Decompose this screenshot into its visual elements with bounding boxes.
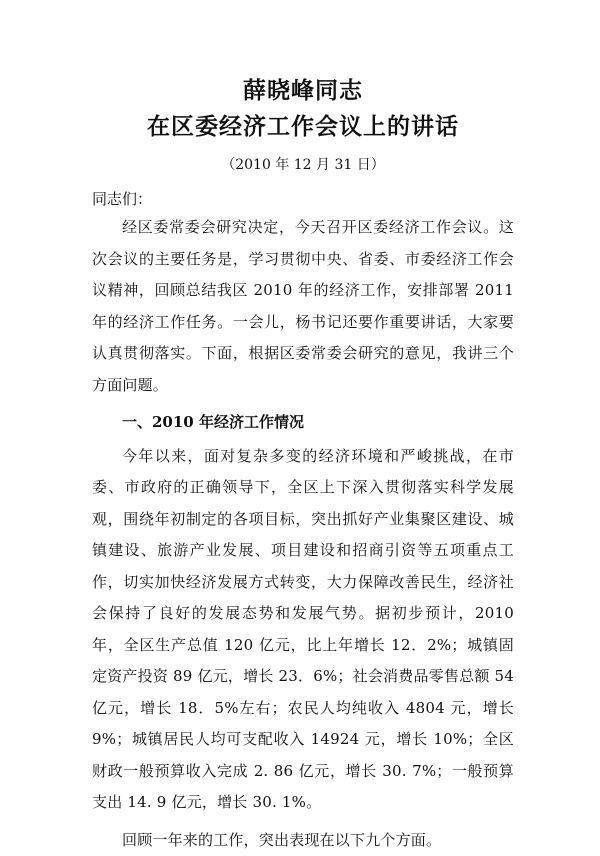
section-heading-2010-review: 一、2010 年经济工作情况 xyxy=(92,407,514,439)
salutation: 同志们： xyxy=(92,188,514,210)
document-date: （2010 年 12 月 31 日） xyxy=(92,154,514,176)
opening-paragraph: 经区委常委会研究决定，今天召开区委经济工作会议。这次会议的主要任务是，学习贯彻中央、省委、市委经济工作会议精神，回顾总结我区 2010 年的经济工作，安排部署 2011 年的经济工作任务。一会儿，杨书记还要作重要讲话，大家要认真贯彻落实。下面，根据区委常委会研究的意见，我讲三个方面问题。 xyxy=(92,212,514,401)
document-title-speaker: 薛晓峰同志 xyxy=(92,74,514,108)
economic-review-paragraph: 今年以来，面对复杂多变的经济环境和严峻挑战，在市委、市政府的正确领导下，全区上下深入贯彻落实科学发展观，围绕年初制定的各项目标，突出抓好产业集聚区建设、城镇建设、旅游产业发展、项目建设和招商引资等五项重点工作，切实加快经济发展方式转变，大力保障改善民生，经济社会保持了良好的发展态势和发展气势。据初步预计，2010 年，全区生产总值 120 亿元，比上年增长 12．2%；城镇固定资产投资 89 亿元，增长 23．6%；社会消费品零售总额 54 亿元，增长 18．5%左右；农民人均纯收入 4804 元，增长 9%；城镇居民人均可支配收入 14924 元，增长 10%；全区财政一般预算收入完成 2. 86 亿元，增长 30. 7%；一般预算支出 14. 9 亿元，增长 30. 1%。 xyxy=(92,441,514,819)
document-title-occasion: 在区委经济工作会议上的讲话 xyxy=(92,110,514,144)
summary-intro-paragraph: 回顾一年来的工作，突出表现在以下九个方面。 xyxy=(92,825,514,856)
